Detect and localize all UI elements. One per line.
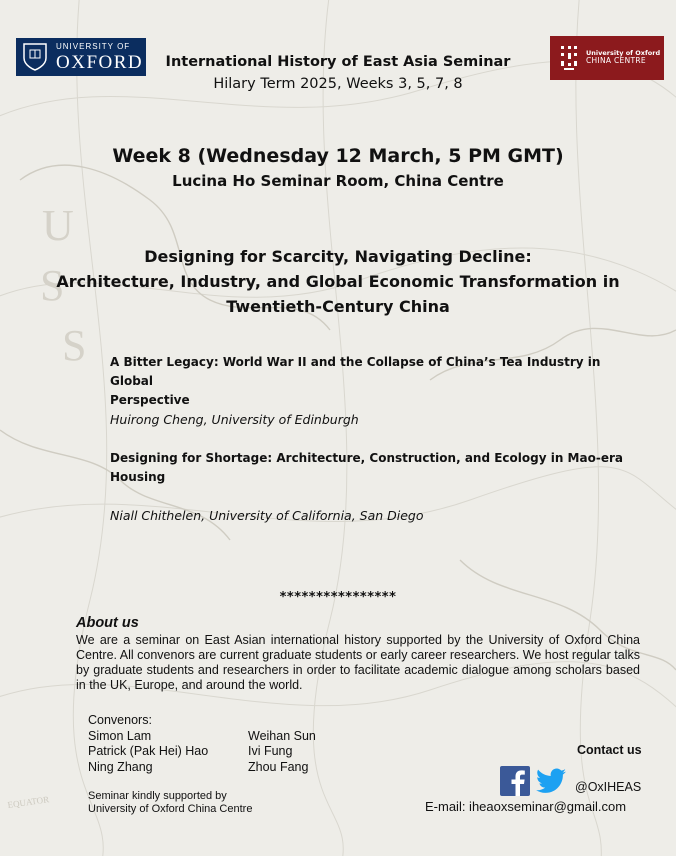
session-theme	[0, 244, 676, 319]
about-heading: About us	[76, 615, 139, 631]
convenor-name: Zhou Fang	[248, 759, 309, 774]
twitter-handle[interactable]: @OxIHEAS	[575, 780, 642, 794]
talk-1-speaker: Huirong Cheng, University of Edinburgh	[110, 412, 359, 427]
event-venue: Lucina Ho Seminar Room, China Centre	[172, 172, 504, 190]
convenor-name: Weihan Sun	[248, 728, 316, 743]
theme-line-2: Architecture, Industry, and Global Economic Transformation in	[56, 272, 620, 291]
talk-1-title	[110, 353, 630, 410]
facebook-glyph-icon	[500, 766, 530, 796]
svg-text:U: U	[42, 201, 74, 250]
convenor-name: Ivi Fung	[248, 744, 293, 758]
china-centre-logo-bottom-text: CHINA CENTRE	[586, 56, 646, 66]
talk-2-speaker: Niall Chithelen, University of California, San Diego	[110, 508, 424, 523]
theme-line-1: Designing for Scarcity, Navigating Decline:	[144, 247, 532, 266]
series-title: International History of East Asia Seminar	[165, 54, 511, 70]
support-line-1: Seminar kindly supported by	[88, 790, 227, 802]
support-line-2: University of Oxford China Centre	[88, 803, 253, 815]
svg-text:S: S	[40, 261, 65, 310]
convenor-name: Ning Zhang	[88, 759, 153, 774]
convenor-name: Patrick (Pak Hei) Hao	[88, 744, 209, 758]
facebook-icon[interactable]	[500, 766, 530, 796]
about-text: We are a seminar on East Asian international history supported by the University of Oxford China Centre. All convenors are current graduate students or early career researchers. We host regular talks by graduate students and researchers in order to facilitate academic dialogue among scholars based in the UK, Europe, and around the world.	[76, 633, 640, 692]
talk-2-title-line-1: Designing for Shortage: Architecture, Construction, and Ecology in Mao-era	[110, 451, 623, 465]
china-centre-logo-top-text: University of Oxford	[586, 49, 661, 58]
talk-1-title-line-1: A Bitter Legacy: World War II and the Collapse of China’s Tea Industry in Global	[110, 355, 601, 388]
contact-email[interactable]: E-mail: iheaoxseminar@gmail.com	[425, 799, 627, 814]
talk-1-title-line-2: Perspective	[110, 393, 190, 407]
twitter-icon[interactable]	[536, 768, 566, 794]
oxford-logo-top-text: UNIVERSITY OF	[56, 41, 131, 51]
convenors-block	[88, 713, 368, 775]
talk-2-title-line-2: Housing	[110, 470, 166, 484]
svg-text:EQUATOR: EQUATOR	[6, 794, 50, 810]
oxford-logo-bottom-text: OXFORD	[56, 51, 144, 73]
event-date: Week 8 (Wednesday 12 March, 5 PM GMT)	[112, 145, 564, 167]
separator: ****************	[279, 590, 397, 605]
svg-text:S: S	[62, 321, 87, 370]
contact-label: Contact us	[577, 743, 642, 757]
theme-line-3: Twentieth-Century China	[226, 297, 450, 316]
support-note	[88, 790, 252, 816]
term-dates: Hilary Term 2025, Weeks 3, 5, 7, 8	[213, 76, 463, 92]
convenor-name: Simon Lam	[88, 728, 152, 743]
convenors-label: Convenors:	[88, 713, 152, 727]
talk-2-title	[110, 449, 630, 487]
